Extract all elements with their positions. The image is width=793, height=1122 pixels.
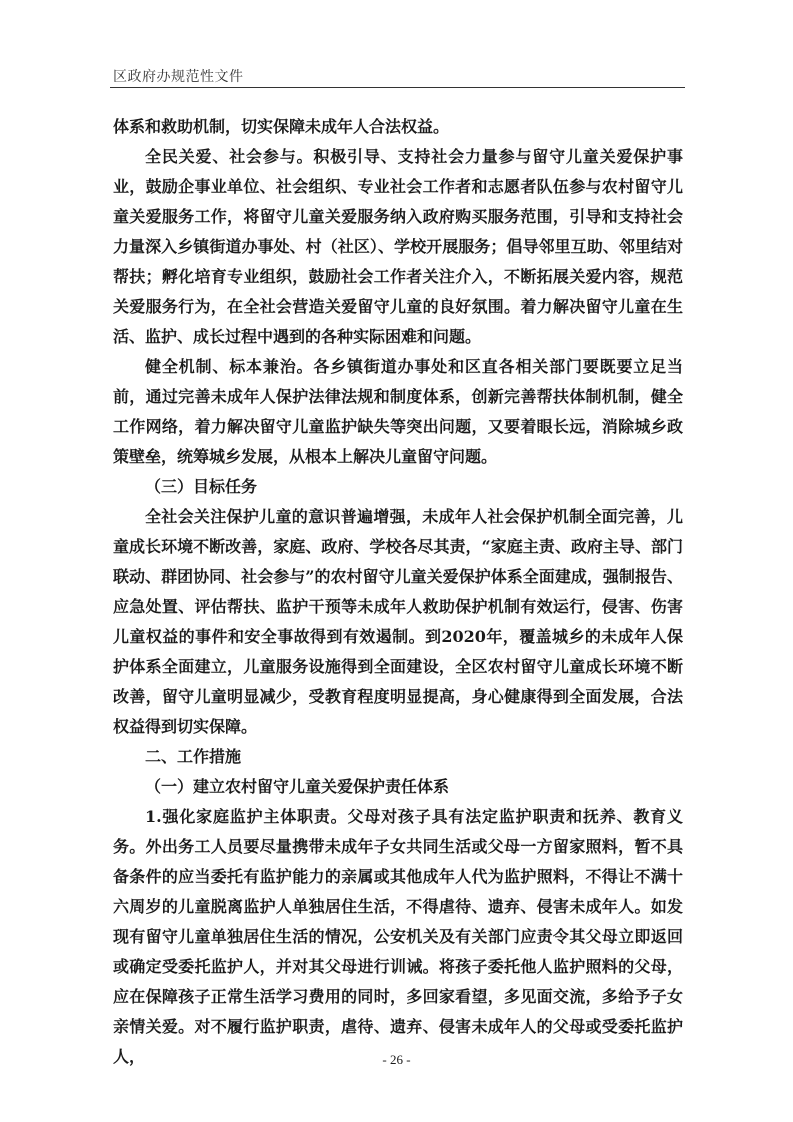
section-heading-measures: 二、工作措施	[145, 747, 242, 766]
page-number: - 26 -	[382, 1052, 411, 1067]
header-rule	[110, 87, 685, 88]
paragraph-family-guardianship: 1.强化家庭监护主体职责。父母对孩子具有法定监护职责和抚养、教育义务。外出务工人员要尽量携带未成年子女共同生活或父母一方留家照料，暂不具备条件的应当委托有监护能力的亲属或其他成年人代为监护照料，不得让不满十六周岁的儿童脱离监护人单独居住生活，不得虐待、遗弃、侵害未成年人。如发现有留守儿童单独居住生活的情况，公安机关及有关部门应责令其父母立即返回或确定受委托监护人，并对其父母进行训诫。将孩子委托他人监护照料的父母，应在保障孩子正常生活学习费用的同时，多回家看望，多见面交流，多给予子女亲情关爱。对不履行监护职责，虐待、遗弃、侵害未成年人的父母或受委托监护人，	[113, 807, 683, 1066]
paragraph-continuation: 体系和救助机制，切实保障未成年人合法权益。	[113, 117, 450, 136]
document-body	[113, 112, 683, 1072]
paragraph-goals: 全社会关注保护儿童的意识普遍增强，未成年人社会保护机制全面完善，儿童成长环境不断改善，家庭、政府、学校各尽其责，“家庭主责、政府主导、部门联动、群团协同、社会参与”的农村留守儿童关爱保护体系全面建成，强制报告、应急处置、评估帮扶、监护干预等未成年人救助保护机制有效运行，侵害、伤害儿童权益的事件和安全事故得到有效遏制。到2020年，覆盖城乡的未成年人保护体系全面建立，儿童服务设施得到全面建设，全区农村留守儿童成长环境不断改善，留守儿童明显减少，受教育程度明显提高，身心健康得到全面发展，合法权益得到切实保障。	[113, 507, 683, 736]
paragraph-social-participation: 全民关爱、社会参与。积极引导、支持社会力量参与留守儿童关爱保护事业，鼓励企事业单位、社会组织、专业社会工作者和志愿者队伍参与农村留守儿童关爱服务工作，将留守儿童关爱服务纳入政府购买服务范围，引导和支持社会力量深入乡镇街道办事处、村（社区）、学校开展服务；倡导邻里互助、邻里结对帮扶；孵化培育专业组织，鼓励社会工作者关注介入，不断拓展关爱内容，规范关爱服务行为，在全社会营造关爱留守儿童的良好氛围。着力解决留守儿童在生活、监护、成长过程中遇到的各种实际困难和问题。	[113, 147, 683, 346]
section-heading-goals: （三）目标任务	[145, 477, 258, 496]
running-header: 区政府办规范性文件	[113, 69, 244, 85]
paragraph-mechanism: 健全机制、标本兼治。各乡镇街道办事处和区直各相关部门要既要立足当前，通过完善未成年人保护法律法规和制度体系，创新完善帮扶体制机制，健全工作网络，着力解决留守儿童监护缺失等突出问题，又要着眼长远，消除城乡政策壁垒，统筹城乡发展，从根本上解决儿童留守问题。	[113, 357, 683, 466]
subsection-heading-responsibility: （一）建立农村留守儿童关爱保护责任体系	[145, 777, 450, 796]
